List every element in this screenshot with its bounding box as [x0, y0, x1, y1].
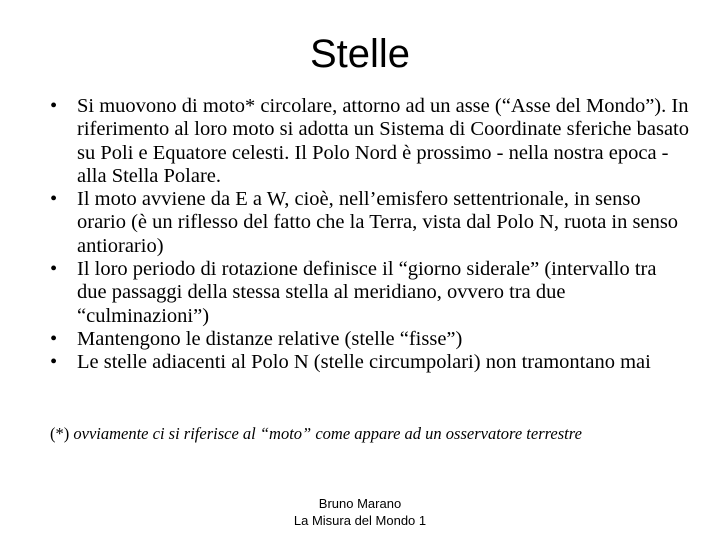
bullet-list	[50, 95, 690, 375]
bullet-text: Il moto avviene da E a W, cioè, nell’emisfero settentrionale, in senso orario (è un riflesso del fatto che la Terra, vista dal Polo N, ruota in senso antiorario)	[77, 188, 679, 257]
footnote	[50, 424, 695, 443]
footnote-marker: (*)	[50, 424, 70, 443]
bullet-text: Le stelle adiacenti al Polo N (stelle circumpolari) non tramontano mai	[77, 351, 651, 374]
bullet-marker: •	[50, 258, 58, 281]
bullet-marker: •	[50, 95, 58, 117]
bullet-text: Mantengono le distanze relative (stelle “fisse”)	[77, 327, 463, 350]
bullet-marker: •	[50, 351, 58, 374]
bullet-text: Si muovono di moto* circolare, attorno ad un asse (“Asse del Mondo”). In riferimento al loro moto si adotta un Sistema di Coordinate sferiche basato su Poli e Equatore celesti. Il Polo Nord è prossimo - nella nostra epoca - alla Stella Polare.	[77, 95, 689, 187]
bullet-marker: •	[50, 327, 58, 350]
slide-title: Stelle	[309, 32, 411, 76]
bullet-text: Il loro periodo di rotazione definisce il “giorno siderale” (intervallo tra due passaggi della stessa stella al meridiano, ovvero tra due “culminazioni”)	[77, 258, 657, 327]
footer-course: La Misura del Mondo 1	[293, 513, 427, 528]
bullet-item	[50, 95, 690, 188]
bullet-item	[50, 188, 690, 258]
bullet-item	[50, 328, 690, 351]
footnote-text: ovviamente ci si riferisce al “moto” come appare ad un osservatore terrestre	[73, 424, 582, 443]
bullet-item	[50, 351, 690, 374]
bullet-marker: •	[50, 188, 58, 211]
footer-author: Bruno Marano	[318, 496, 402, 511]
bullet-item	[50, 258, 690, 328]
slide-footer	[0, 495, 720, 529]
